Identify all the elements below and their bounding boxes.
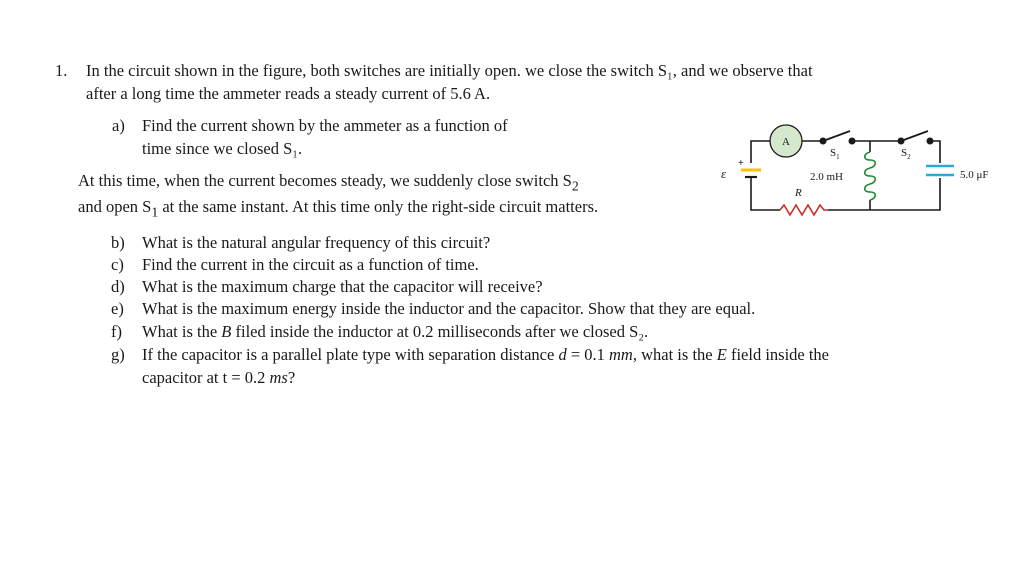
part-a-marker: a) bbox=[112, 116, 125, 135]
part-a-line-1: Find the current shown by the ammeter as a function of bbox=[142, 116, 508, 135]
part-b-text: What is the natural angular frequency of this circuit? bbox=[142, 233, 491, 252]
part-g-line2-post: ? bbox=[287, 368, 296, 387]
part-g-unit-ms: ms bbox=[269, 368, 288, 387]
part-g-eq: = 0.1 bbox=[566, 345, 610, 364]
switch-s1-letter: S bbox=[830, 147, 837, 159]
inductance-label: 2.0 mH bbox=[810, 171, 843, 183]
statement-line-1 bbox=[78, 171, 579, 196]
battery bbox=[741, 170, 761, 177]
part-f-pre: What is the bbox=[142, 322, 222, 341]
switch-s1-label bbox=[830, 147, 840, 161]
wire-bottom-left bbox=[751, 176, 780, 210]
part-d-text: What is the maximum charge that the capacitor will receive? bbox=[142, 277, 543, 296]
switch-s1-sub: 1 bbox=[836, 153, 840, 161]
statement-line-2 bbox=[78, 197, 598, 222]
part-g-var-d: d bbox=[558, 345, 567, 364]
part-g-line-2 bbox=[142, 368, 295, 388]
capacitance-label: 5.0 μF bbox=[960, 169, 989, 181]
part-c-text: Find the current in the circuit as a function of time. bbox=[142, 255, 479, 274]
wire-top-left bbox=[751, 141, 770, 163]
part-f-var-b: B bbox=[221, 322, 232, 341]
part-e-text: What is the maximum energy inside the inductor and the capacitor. Show that they are equal. bbox=[142, 299, 756, 318]
switch-s2-letter: S bbox=[901, 147, 908, 159]
part-c-marker: c) bbox=[111, 255, 124, 274]
emf-label: ε bbox=[721, 166, 727, 181]
circuit-diagram bbox=[710, 118, 1010, 218]
question-number: 1. bbox=[55, 61, 68, 80]
switch-s2-label bbox=[901, 147, 911, 161]
part-f-marker: f) bbox=[111, 322, 122, 341]
part-f-text bbox=[142, 322, 648, 342]
statement-line-2-pre: and open S bbox=[78, 197, 152, 216]
part-g-line2-pre: capacitor at t = 0.2 bbox=[142, 368, 270, 387]
inductor-coil bbox=[865, 152, 876, 200]
part-e-marker: e) bbox=[111, 299, 124, 318]
resistor-label: R bbox=[795, 187, 802, 199]
part-b-marker: b) bbox=[111, 233, 125, 252]
part-g-line-1 bbox=[142, 345, 829, 365]
switch-s1 bbox=[820, 131, 854, 144]
statement-line-1-text: At this time, when the current becomes steady, we suddenly close switch S bbox=[78, 171, 572, 190]
statement-line-2-post: at the same instant. At this time only the right-side circuit matters. bbox=[158, 197, 599, 216]
part-a-line-2: time since we closed S₁. bbox=[142, 139, 303, 158]
statement-line-2-sub: 1 bbox=[151, 204, 159, 220]
part-g-marker: g) bbox=[111, 345, 125, 364]
ammeter-label: A bbox=[782, 136, 790, 148]
switch-s2 bbox=[898, 131, 932, 144]
battery-plus: + bbox=[738, 158, 744, 169]
part-f-post: filed inside the inductor at 0.2 milliseconds after we closed S₂. bbox=[231, 322, 649, 341]
part-d-marker: d) bbox=[111, 277, 125, 296]
intro-line-2: after a long time the ammeter reads a steady current of 5.6 A. bbox=[86, 84, 491, 103]
intro-line-1: In the circuit shown in the figure, both switches are initially open. we close the switch S₁, and we observe that bbox=[86, 61, 813, 80]
capacitor bbox=[926, 166, 954, 175]
statement-line-1-sub: 2 bbox=[571, 178, 579, 194]
switch-s2-sub: 2 bbox=[907, 153, 911, 161]
wire-top-right bbox=[930, 141, 940, 163]
part-g-var-e: E bbox=[716, 345, 727, 364]
part-g-pre: If the capacitor is a parallel plate type with separation distance bbox=[142, 345, 559, 364]
part-g-mid: , what is the bbox=[632, 345, 717, 364]
resistor bbox=[780, 205, 828, 215]
part-g-post: field inside the bbox=[726, 345, 830, 364]
part-g-unit-mm: mm bbox=[609, 345, 633, 364]
wire-cap-to-bottom bbox=[828, 178, 940, 210]
